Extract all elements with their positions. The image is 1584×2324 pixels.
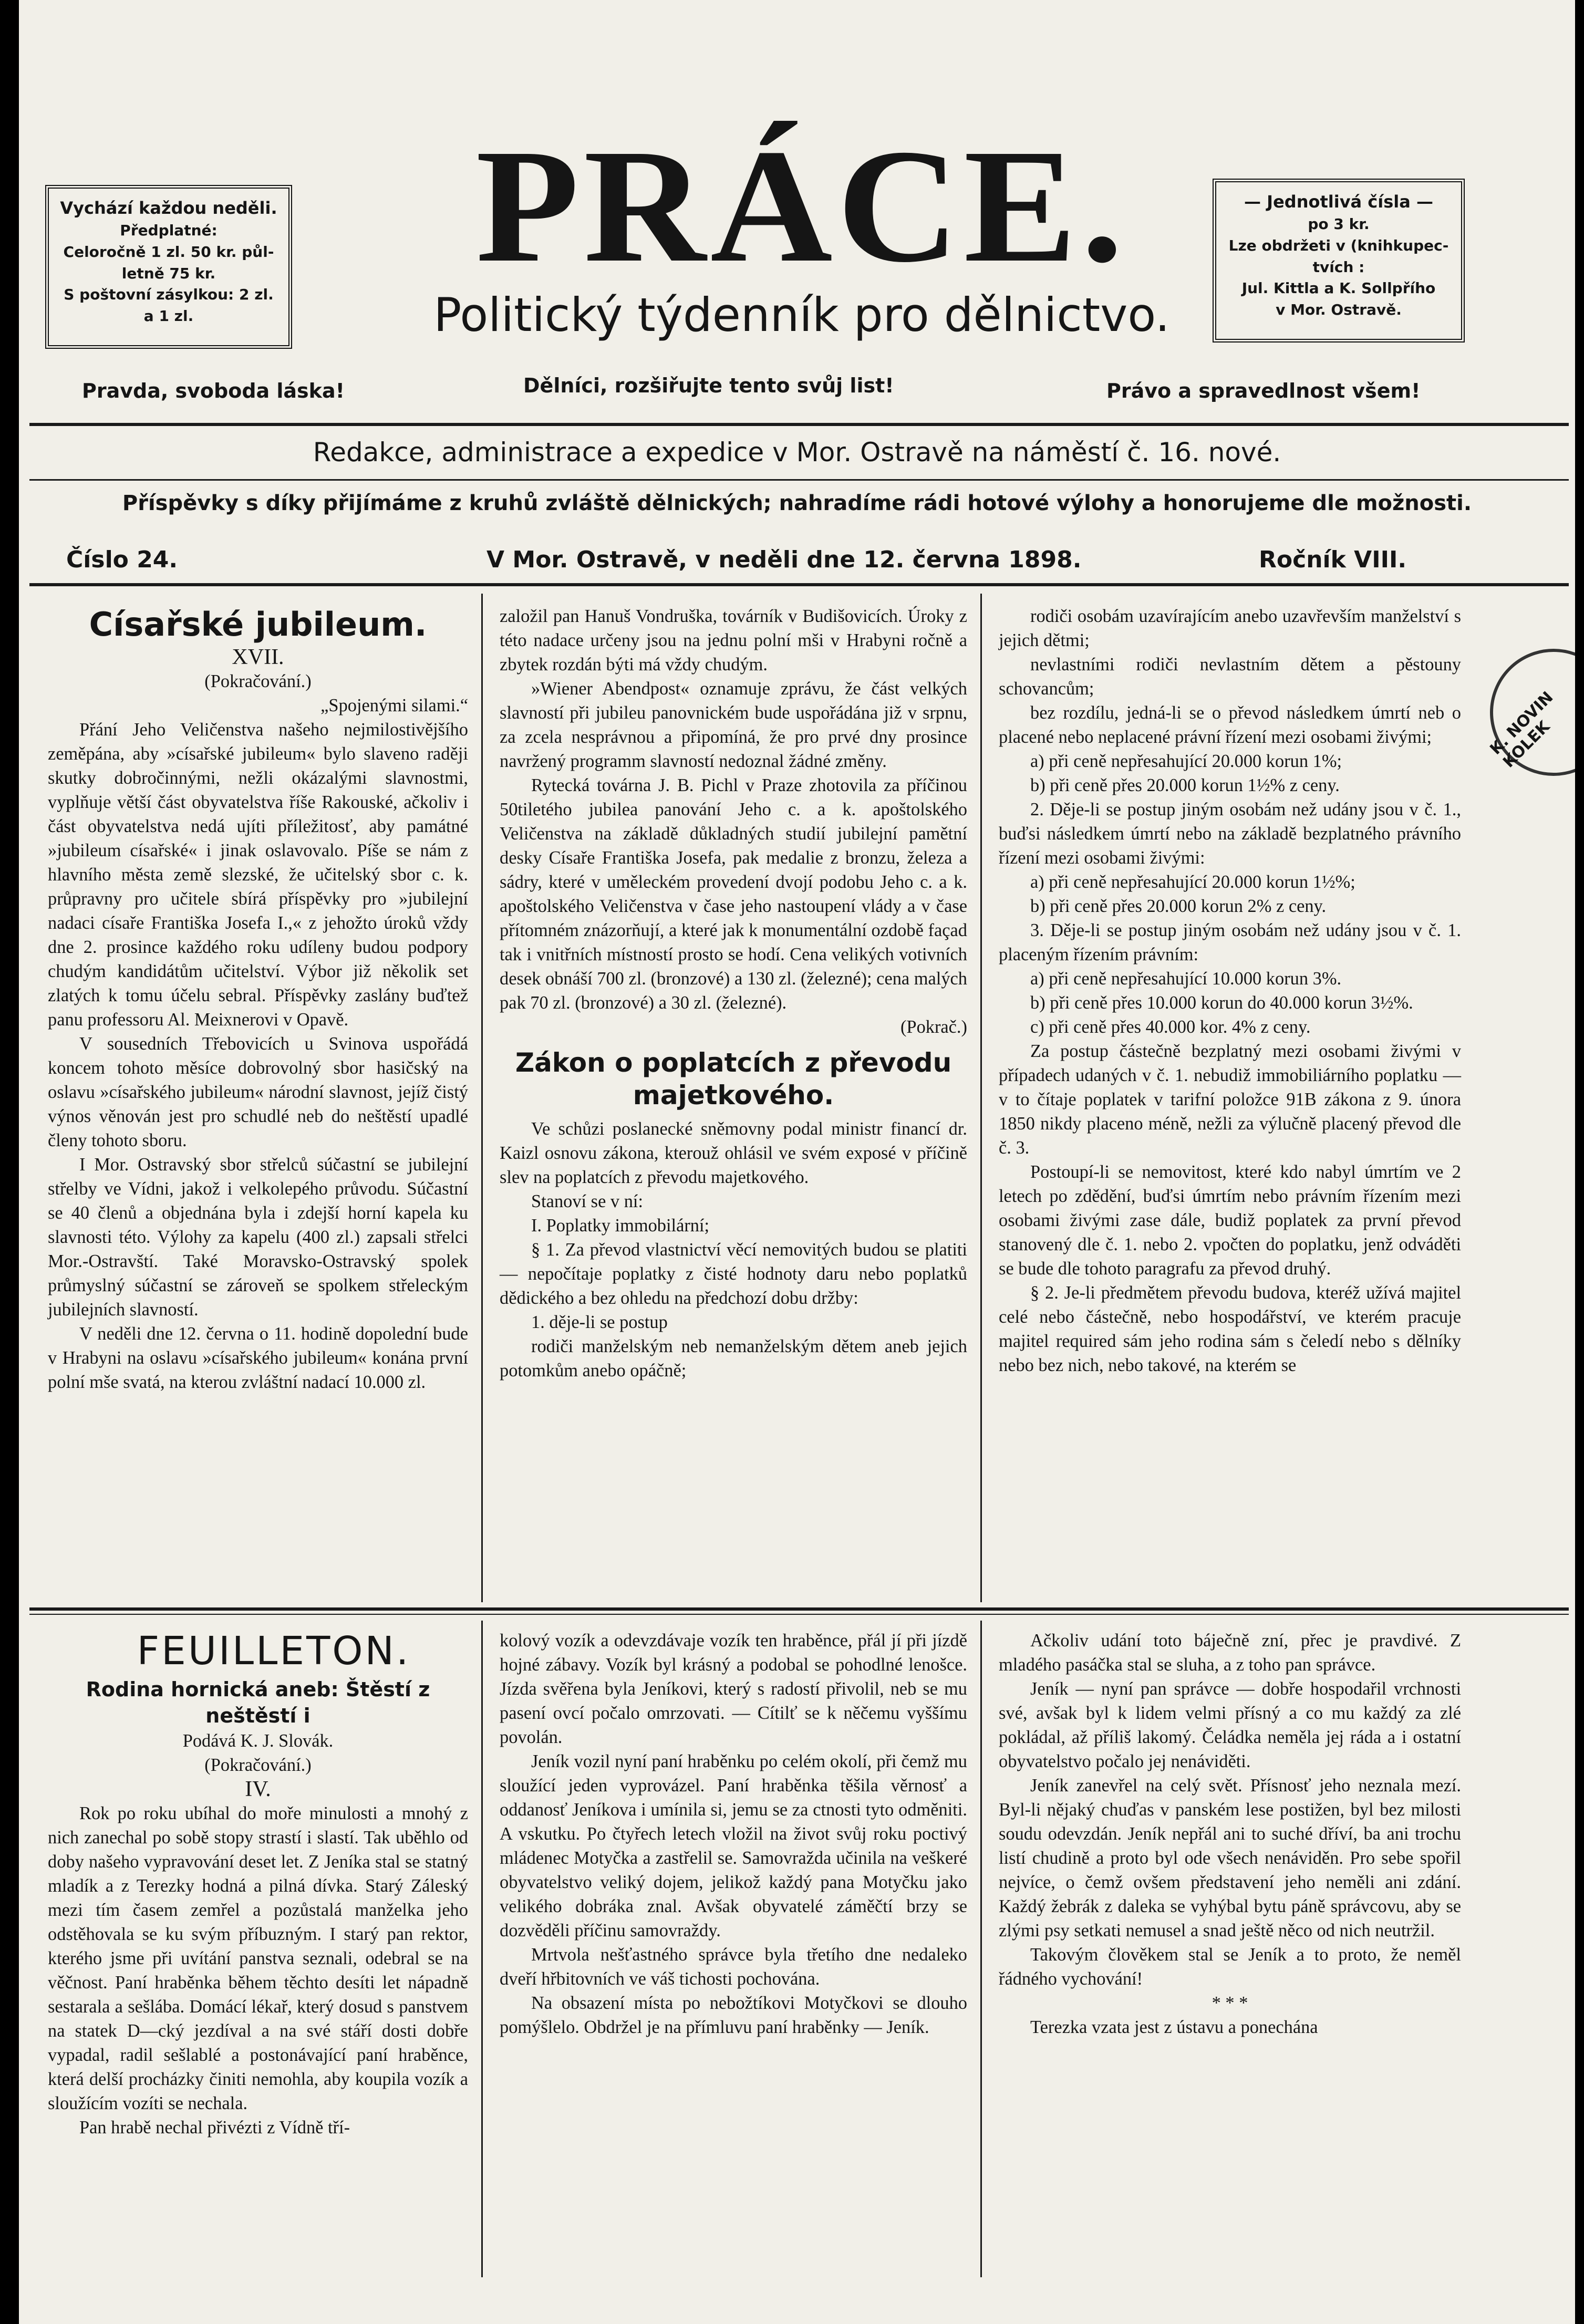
column-divider <box>481 594 483 1602</box>
paragraph: V sousedních Třebovicích u Svinova uspořádá koncem tohoto měsíce dobrovolný sbor hasičský na oslavu »císařského jubileum« národní slavnost, jejíž čistý výnos věnován jest pro schudlé neb do neštěstí upadlé členy tohoto sboru. <box>48 1034 468 1150</box>
paragraph: a) při ceně nepřesahující 20.000 korun 1%; <box>1030 751 1342 771</box>
paragraph: § 1. Za převod vlastnictví věcí nemovitých budou se platiti — nepočítaje poplatky z čisté hodnoty daru nebo poplatků dědického a bez ohledu na předchozí dobu držby: <box>500 1240 967 1308</box>
paragraph: rodiči osobám uzavírajícím anebo uzavřevším manželství s jejich dětmi; <box>999 606 1461 650</box>
paragraph: a) při ceně nepřesahující 20.000 korun 1½%; <box>1030 872 1355 892</box>
paragraph: b) při ceně přes 20.000 korun 1½% z ceny. <box>1030 775 1340 795</box>
paragraph: kolový vozík a odevzdávaje vozík ten hraběnce, přál jí při jízdě hojné zábavy. Vozík byl krásný a podobal se pohodlné lenošce. Jízda svěřena byla Jeníkovi, který s radostí přivolil, neb se mu pasení ovcí počalo omrzovati. — Cítilť se k něčemu vyššímu povolán. <box>500 1631 967 1747</box>
column-divider <box>980 1621 982 2277</box>
column-divider <box>980 594 982 1602</box>
paragraph: založil pan Hanuš Vondruška, továrník v Budišovicích. Úroky z této nadace určeny jsou na jednu polní mši v Hrabyni ročně a zbytek rozdán býti má vždy chudým. <box>500 606 967 675</box>
paragraph: Rok po roku ubíhal do moře minulosti a mnohý z nich zanechal po sobě stopy strastí i slastí. Tak uběhlo od doby našeho vypravování deset let. Z Jeníka stal se statný mladík a z Terezky hodná a pilná dívka. Starý Záleský mezi tím časem zemřel a pozůstalá manželka jeho odstěhovala se ku svým příbuzným. I starý pan rektor, kterého jsme při uvítání panstva seznali, odebral se na věčnost. Paní hraběnka během těchto desíti let nápadně sestarala a sešlába. Domácí lékař, který dosud s panstvem na statek D—cký jezdíval a na své stáří dosti dobře vypadal, radil sešlablé a postonávající paní hraběnce, která delší procházky činiti nemohla, aby koupila vozík a sloužícím vozíti se nechala. <box>48 1803 468 2113</box>
article-heading: Císařské jubileum. <box>89 605 427 644</box>
place-date: V Mor. Ostravě, v neděli dne 12. června 1898. <box>486 546 1082 573</box>
article-continuation <box>500 604 967 1383</box>
story-continued: (Pokračování.) <box>204 1755 312 1775</box>
article-part: XVII. <box>232 645 284 669</box>
feuilleton-col-3 <box>999 1628 1461 2039</box>
masthead-rule <box>29 423 1569 426</box>
paragraph: Takovým člověkem stal se Jeník a to proto, že neměl řádného vychování! <box>999 1945 1461 1989</box>
law-continuation <box>999 604 1461 1377</box>
story-title: Rodina hornická aneb: Štěstí z neštěstí i <box>86 1678 430 1727</box>
story-part: IV. <box>245 1777 271 1801</box>
address-rule <box>29 479 1569 481</box>
subscription-line: Vychází každou neděli. <box>60 198 277 218</box>
feuilleton-rule-2 <box>29 1614 1569 1615</box>
paragraph: b) při ceně přes 20.000 korun 2% z ceny. <box>1030 896 1327 916</box>
subscription-line: Celoročně 1 zl. 50 kr. půl- <box>63 243 274 261</box>
single-issue-line: tvích : <box>1312 258 1365 276</box>
paragraph: Jeník vozil nyní paní hraběnku po celém okolí, při čemž mu sloužící jeden vyprovázel. Paní hraběnka těšila věrnosť a oddanosť Jeníkova i umínila si, jemu se za ctnosti tyto odměniti. A vskutku. Po čtyřech letech vložil na život svůj roku poctivý mládenec Motyčka a zastřelil se. Samovražda učinila na veškeré obyvatelstvo veliký dojem, jelikož každý pana Motyčku jako velikého dobráka znal. Avšak obyvatelé záměčtí brzy se dozvěděli příčinu samovraždy. <box>500 1751 967 1941</box>
column-divider <box>481 1621 483 2277</box>
feuilleton-rule <box>29 1607 1569 1611</box>
paragraph: 2. Děje-li se postup jiným osobám než udány jsou v č. 1., buďsi následkem úmrtí nebo na základě bezplatného právního řízení mezi osobami živými: <box>999 800 1461 868</box>
paragraph: Ačkoliv udání toto báječně zní, přec je pravdivé. Z mladého pasáčka stal se sluha, a z toho pan správce. <box>999 1631 1461 1675</box>
paragraph: rodiči manželským neb nemanželským dětem aneb jejich potomkům anebo opáčně; <box>500 1336 967 1381</box>
stamp-text: K. NOVIN KOLEK <box>1486 688 1557 772</box>
paragraph: Postoupí-li se nemovitost, které kdo nabyl úmrtím ve 2 letech po zdědění, buďsi úmrtím nebo právním řízením mezi osobami živými zase dále, budiž poplatek za první převod stanovený dle č. 1. nebo 2. vpočten do poplatku, jenž odváděti se bude dle tohoto paragrafu za převod druhý. <box>999 1162 1461 1279</box>
paragraph: Mrtvola nešťastného správce byla třetího dne nedaleko dveří hřbitovních ve váš tichosti pochována. <box>500 1945 967 1989</box>
paragraph: b) při ceně přes 10.000 korun do 40.000 korun 3½%. <box>1030 993 1413 1013</box>
section-stars: * * * <box>1212 1993 1248 2013</box>
paragraph: Jeník zanevřel na celý svět. Přísnosť jeho neznala mezí. Byl-li nějaký chuďas v panském lese postižen, byl bez milosti soudu odevzdán. Jeník nepřál ani to suché dříví, ba ani trochu listí chudině a proto byl ode všech nenáviděn. Pro sebe spořil nejvíce, o čemž ovšem představení jeho neměli ani zdání. Každý žebrák z daleka se vyhýbal bytu páně správcovu, aby se zlými psy setkati nemusel a snad ještě něco od nich neutržil. <box>999 1776 1461 1941</box>
motto-right: Právo a spravedlnost všem! <box>1106 379 1421 402</box>
newspaper-page <box>19 0 1575 2324</box>
subscription-line: S poštovní zásylkou: 2 zl. <box>64 286 274 304</box>
date-rule <box>29 583 1569 586</box>
paragraph: Přání Jeho Veličenstva našeho nejmilostivějšího zeměpána, aby »císařské jubileum« bylo slaveno raději skutky dobročinnými, nežli okázalými slavnostmi, vyplňuje větší část obyvatelstva říše Rakouské, ačkoliv i část obyvatelstva nedá ujíti příležitosť, aby památné »jubileum císařské« i jinak oslavovalo. Píše se nám z hlavního města země slezské, že učitelský sbor c. k. průpravny pro učitele sbírá příspěvky pro »jubilejní nadaci císaře Františka Josefa I.,« z jehožto úroků vždy dne 2. prosince každého roku udíleny budou podpory chudým kandidátům učitelství. Výbor již několik set zlatých k tomu účelu sebral. Příspěvky zaslány buďtež panu professoru Al. Meixnerovi v Opavě. <box>48 720 468 1030</box>
motto-center: Dělníci, rozšiřujte tento svůj list! <box>523 374 894 397</box>
single-issue-line: — Jednotlivá čísla — <box>1244 192 1433 212</box>
paragraph: V neděli dne 12. června o 11. hodině dopolední bude v Hrabyni na oslavu »císařského jubileum« konána první polní mše svatá, na kterou zvláštní nadací 10.000 zl. <box>48 1324 468 1392</box>
address-line: Redakce, administrace a expedice v Mor. Ostravě na náměstí č. 16. nové. <box>313 437 1281 468</box>
paragraph: I. Poplatky immobilární; <box>531 1216 710 1236</box>
single-issue-line: Lze obdržeti v (knihkupec- <box>1228 236 1449 254</box>
paragraph: bez rozdílu, jedná-li se o převod následkem úmrtí neb o placené nebo neplacené právní řízení mezi osobami živými; <box>999 703 1461 747</box>
feuilleton-heading: FEUILLETON. <box>137 1628 411 1674</box>
newspaper-subtitle: Politický týdenník pro dělnictvo. <box>433 288 1170 342</box>
paragraph: Terezka vzata jest z ústavu a ponechána <box>1030 2017 1318 2037</box>
single-issue-line: Jul. Kittla a K. Sollpřího <box>1241 279 1436 297</box>
single-issue-line: v Mor. Ostravě. <box>1276 300 1402 318</box>
paragraph: Na obsazení místa po nebožtíkovi Motyčkovi se dlouho pomýšlelo. Obdržel je na přímluvu paní hraběnky — Jeník. <box>500 1993 967 2037</box>
article-epigraph: „Spojenými silami.“ <box>320 696 468 715</box>
subscription-line: letně 75 kr. <box>121 264 216 282</box>
paragraph: I Mor. Ostravský sbor střelců súčastní se jubilejní střelby ve Vídni, jakož i velkolepého průvodu. Súčastní se 40 členů a objednána byla i zdejší horní kapela ku slavnosti této. Výlohy za kapelu (400 zl.) zapsali střelci Mor.-Ostravští. Také Moravsko-Ostravský spolek průmyslný súčastní se zároveň se spolkem střeleckým jubilejních slavností. <box>48 1155 468 1320</box>
feuilleton-col-2 <box>500 1628 967 2039</box>
paragraph: nevlastními rodiči nevlastním dětem a pěstouny schovancům; <box>999 655 1461 699</box>
single-issue-box <box>1213 179 1465 343</box>
feuilleton-col-1 <box>48 1626 468 2140</box>
issue-number: Číslo 24. <box>66 546 178 573</box>
paragraph: Stanoví se v ní: <box>531 1191 644 1211</box>
continued-note: (Pokrač.) <box>900 1017 967 1037</box>
single-issue-line: po 3 kr. <box>1308 215 1370 233</box>
article-jubileum <box>48 604 468 1394</box>
law-heading: Zákon o poplatcích z převodu majetkového. <box>515 1047 952 1111</box>
subscription-line: Předplatné: <box>120 222 218 240</box>
newspaper-title: PRÁCE. <box>475 116 1128 296</box>
volume: Ročník VIII. <box>1259 546 1407 573</box>
paragraph: a) při ceně nepřesahující 10.000 korun 3%. <box>1030 969 1342 989</box>
story-author: Podává K. J. Slovák. <box>182 1731 334 1751</box>
contributions-line: Příspěvky s díky přijímáme z kruhů zvláště dělnických; nahradíme rádi hotové výlohy a honorujeme dle možnosti. <box>122 491 1472 515</box>
subscription-box <box>45 185 292 349</box>
paragraph: § 2. Je-li předmětem převodu budova, kteréž užívá majitel celé nebo částečně, nebo hospodářství, ve kterém pracuje majitel required sám jeho rodina sám s čeledí nebo s dělníky nebo bez nich, nebo takové, na kterém se <box>999 1283 1461 1375</box>
paragraph: Rytecká továrna J. B. Pichl v Praze zhotovila za příčinou 50tiletého jubilea panování Jeho c. a k. apoštolského Veličenstva na základě důkladných studií jubilejní pamětní desky Císaře Františka Josefa, pak medalie z bronzu, železa a sádry, které v uměleckém provedení dvojí podobu Jeho c. a k. apoštolského Veličenstva v čase jeho nastoupení vlády a v čase přítomném znázorňují, a které jak k monumentální ozdobě façad tak i vnitřních místností prosto se hodí. Cena velikých votivních desek obnáší 700 zl. (bronzové) a 130 zl. (železné); cena malých pak 70 zl. (bronzové) a 30 zl. (železné). <box>500 775 967 1013</box>
paragraph: Za postup částečně bezplatný mezi osobami živými v případech udaných v č. 1. nebudiž immobiliárního poplatku — v to čítaje poplatek v tarifní položce 91B zákona z 9. února 1850 nikdy placeno méně, nežli za výlučně placený převod dle č. 3. <box>999 1041 1461 1158</box>
subscription-line: a 1 zl. <box>143 307 194 325</box>
paragraph: c) při ceně přes 40.000 kor. 4% z ceny. <box>1030 1017 1311 1037</box>
paragraph: 1. děje-li se postup <box>531 1312 668 1332</box>
paragraph: Jeník — nyní pan správce — dobře hospodařil vrchnosti své, avšak byl k lidem velmi přísný a co mu každý za zlé pokládal, až příliš lakomý. Čeládka neměla jej ráda a i ostatní obyvatelstvo počalo jej nenáviděti. <box>999 1679 1461 1771</box>
paragraph: 3. Děje-li se postup jiným osobám než udány jsou v č. 1. placeným řízením právním: <box>999 920 1461 964</box>
revenue-stamp-icon <box>1486 649 1575 776</box>
paragraph: Ve schůzi poslanecké sněmovny podal ministr financí dr. Kaizl osnovu zákona, kterouž ohlásil ve svém exposé v příčině slev na poplatcích z převodu majetkového. <box>500 1119 967 1187</box>
paragraph: Pan hrabě nechal přivézti z Vídně tří- <box>79 2118 350 2138</box>
motto-left: Pravda, svoboda láska! <box>82 379 345 402</box>
paragraph: »Wiener Abendpost« oznamuje zprávu, že část velkých slavností při jubileu panovnickém bude uspořádána již v srpnu, za zcela nesprávnou a připomíná, že pro prvé dny prosince navržený programm slavností nedoznal žádné změny. <box>500 679 967 771</box>
article-continued: (Pokračování.) <box>204 671 312 691</box>
